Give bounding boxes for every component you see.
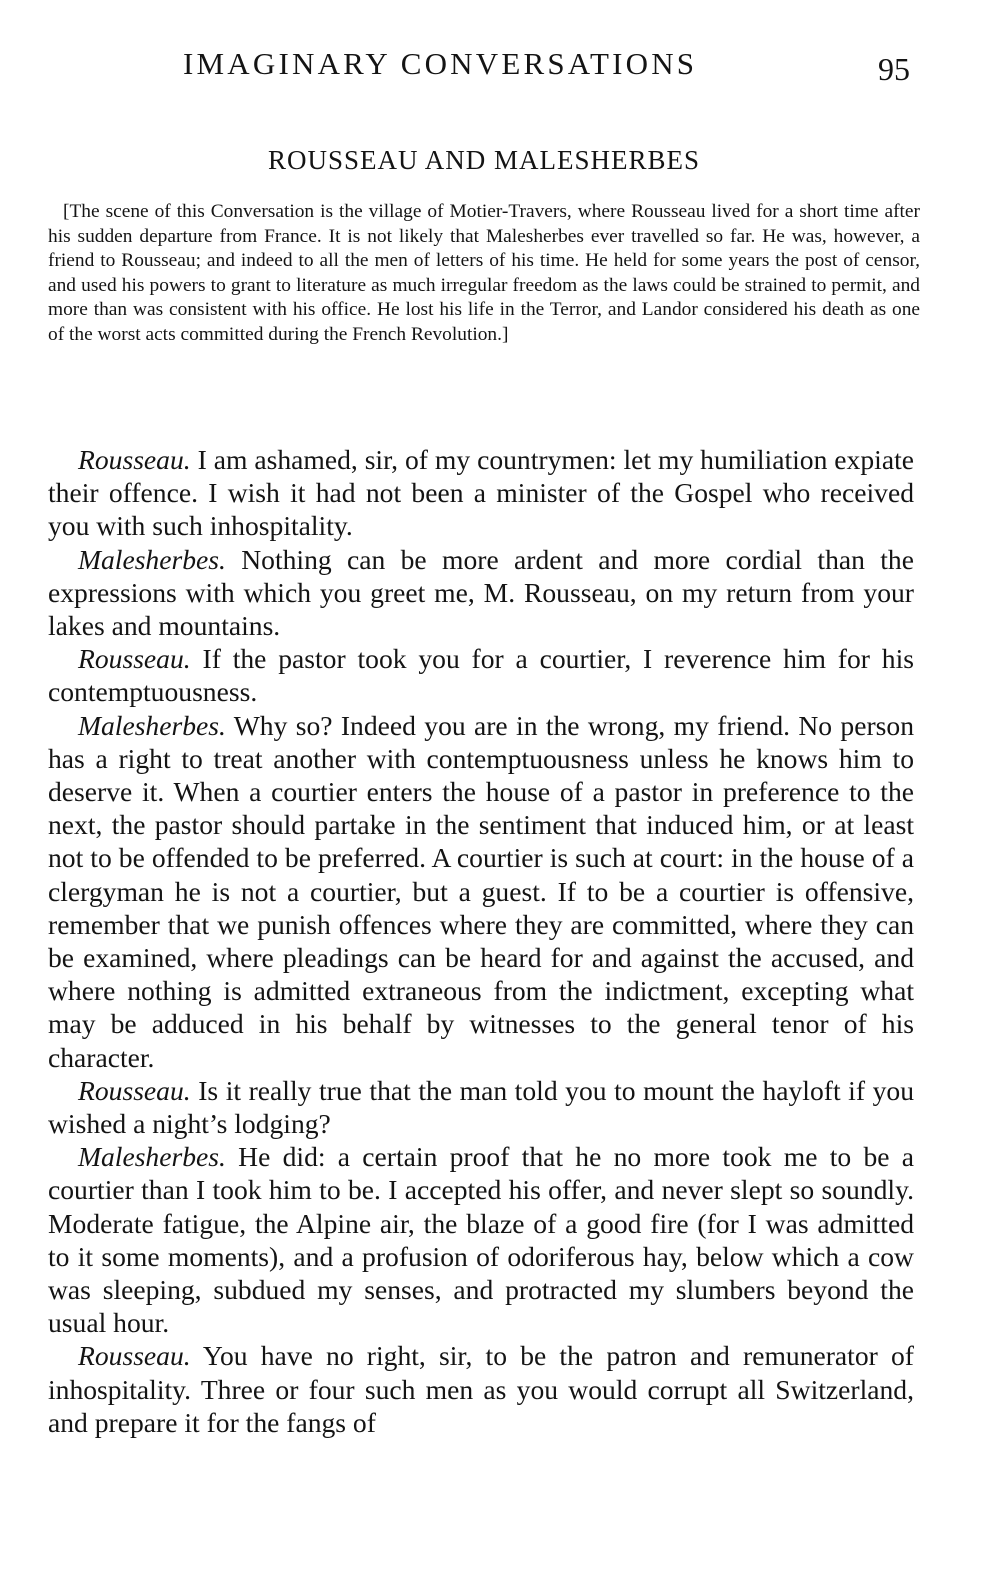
dialogue-paragraph bbox=[48, 543, 914, 643]
section-title: ROUSSEAU AND MALESHERBES bbox=[267, 145, 701, 175]
speaker-name: Malesherbes. bbox=[78, 543, 226, 575]
speech-text: He did: a certain proof that he no more took me to be a courtier than I took him to be. I accepted his offer, and never slept so soundly. Moderate fatigue, the Alpine air, the blaze of a good fire (for I was admitted to it some moments), and a profusion of odoriferous hay, below which a cow was sleeping, subdued my senses, and protracted my slumbers beyond the usual hour. bbox=[48, 1141, 914, 1339]
dialogue bbox=[48, 443, 914, 1439]
intro-note: [The scene of this Conversation is the village of Motier-Travers, where Rousseau lived for a short time after his sudden departure from France. It is not likely that Malesherbes ever travelled so far. He was, however, a friend to Rousseau; and indeed to all the men of letters of his time. He held for some years the post of censor, and used his powers to grant to literature as much irregular freedom as the laws could be strained to permit, and more than was consistent with his office. He lost his life in the Terror, and Landor considered his death as one of the worst acts committed during the French Revolution.] bbox=[48, 201, 920, 345]
dialogue-paragraph bbox=[48, 709, 914, 1074]
speech-text: Is it really true that the man told you to mount the hayloft if you wished a night’s lodging? bbox=[48, 1074, 914, 1140]
dialogue-paragraph bbox=[48, 642, 914, 708]
dialogue-paragraph bbox=[48, 443, 914, 543]
dialogue-paragraph bbox=[48, 1140, 914, 1339]
speaker-name: Malesherbes. bbox=[78, 709, 226, 741]
dialogue-paragraph bbox=[48, 1074, 914, 1140]
speech-text: If the pastor took you for a courtier, I reverence him for his contemptuousness. bbox=[48, 643, 915, 708]
speech-text: You have no right, sir, to be the patron and remunerator of inhospitality. Three or four such men as you would corrupt all Switzerland, and prepare it for the fangs of bbox=[48, 1340, 915, 1438]
page-number: 95 bbox=[878, 51, 910, 87]
speech-text: Nothing can be more ardent and more cordial than the expressions with which you greet me, M. Rousseau, on my return from your lakes and mountains. bbox=[48, 543, 914, 642]
speech-text: I am ashamed, sir, of my countrymen: let my humiliation expiate their offence. I wish it had not been a minister of the Gospel who received you with such inhospitality. bbox=[48, 444, 914, 542]
dialogue-paragraph bbox=[48, 1339, 914, 1439]
speaker-name: Rousseau. bbox=[78, 643, 191, 675]
speaker-name: Malesherbes. bbox=[78, 1141, 226, 1173]
speaker-name: Rousseau. bbox=[78, 1340, 191, 1372]
speech-text: Why so? Indeed you are in the wrong, my friend. No person has a right to treat another with contemptuousness unless he knows him to deserve it. When a courtier enters the house of a pastor in preference to the next, the pastor should partake in the sentiment that induced him, or at least not to be offended to be preferred. A courtier is such at court: in the house of a clergyman he is not a courtier, but a guest. If to be a courtier is offensive, remember that we punish offences where they are committed, where they can be examined, where pleadings can be heard for and against the accused, and where nothing is admitted extraneous from the indictment, excepting what may be adduced in his behalf by witnesses to the general tenor of his character. bbox=[48, 709, 914, 1073]
speaker-name: Rousseau. bbox=[78, 444, 191, 475]
speaker-name: Rousseau. bbox=[78, 1074, 191, 1106]
running-head: IMAGINARY CONVERSATIONS bbox=[183, 46, 698, 81]
